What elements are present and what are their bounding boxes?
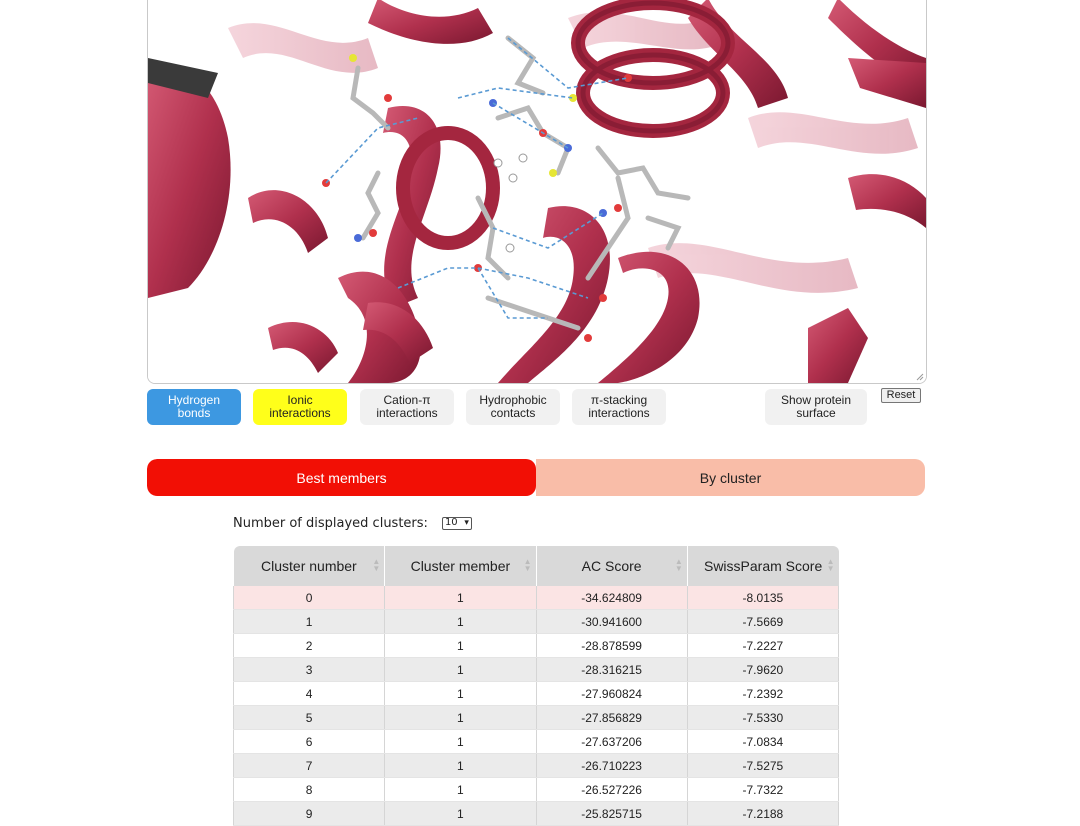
cell-ac-score: -26.527226	[536, 778, 687, 802]
cell-cluster-number: 5	[234, 706, 385, 730]
cell-swissparam-score: -7.2227	[687, 634, 838, 658]
table-row[interactable]	[234, 706, 839, 730]
table-row[interactable]	[234, 754, 839, 778]
cation-pi-interactions-toggle[interactable]: Cation-π interactions	[360, 389, 454, 425]
table-row[interactable]	[234, 658, 839, 682]
cell-cluster-number: 7	[234, 754, 385, 778]
clusters-selector-row	[233, 514, 472, 532]
sort-icon: ▲ ▼	[523, 557, 532, 573]
cell-swissparam-score: -7.2188	[687, 802, 838, 826]
cell-cluster-member: 1	[385, 658, 536, 682]
cell-cluster-member: 1	[385, 682, 536, 706]
cell-cluster-member: 1	[385, 802, 536, 826]
table-row[interactable]	[234, 802, 839, 826]
pi-stacking-interactions-toggle[interactable]: π-stacking interactions	[572, 389, 666, 425]
cell-cluster-number: 4	[234, 682, 385, 706]
tab-best-members[interactable]: Best members	[147, 459, 536, 496]
cell-swissparam-score: -7.5669	[687, 610, 838, 634]
cell-cluster-number: 2	[234, 634, 385, 658]
resize-handle-icon[interactable]	[916, 373, 924, 381]
tab-by-cluster[interactable]: By cluster	[536, 459, 925, 496]
cell-cluster-number: 0	[234, 586, 385, 610]
cell-swissparam-score: -7.9620	[687, 658, 838, 682]
table-row[interactable]	[234, 778, 839, 802]
reset-button[interactable]: Reset	[881, 388, 921, 403]
cell-cluster-member: 1	[385, 706, 536, 730]
cell-swissparam-score: -7.7322	[687, 778, 838, 802]
cell-swissparam-score: -7.5275	[687, 754, 838, 778]
cell-cluster-member: 1	[385, 754, 536, 778]
header-cluster-number[interactable]: Cluster number ▲ ▼	[234, 546, 385, 586]
clusters-count-value: 10	[444, 517, 458, 528]
hydrogen-bonds-toggle[interactable]: Hydrogen bonds	[147, 389, 241, 425]
ionic-interactions-toggle[interactable]: Ionic interactions	[253, 389, 347, 425]
sort-icon: ▲ ▼	[674, 557, 683, 573]
table-header-row	[234, 546, 839, 586]
cell-cluster-member: 1	[385, 586, 536, 610]
table-row[interactable]	[234, 586, 839, 610]
cell-ac-score: -26.710223	[536, 754, 687, 778]
protein-ligand-render	[148, 0, 926, 383]
cell-ac-score: -30.941600	[536, 610, 687, 634]
cell-ac-score: -34.624809	[536, 586, 687, 610]
cell-ac-score: -28.316215	[536, 658, 687, 682]
table-row[interactable]	[234, 682, 839, 706]
cell-cluster-member: 1	[385, 634, 536, 658]
clusters-count-select[interactable]	[442, 517, 472, 530]
table-row[interactable]	[234, 610, 839, 634]
cell-cluster-number: 6	[234, 730, 385, 754]
table-row[interactable]	[234, 730, 839, 754]
cell-swissparam-score: -7.5330	[687, 706, 838, 730]
molecule-viewer[interactable]	[147, 0, 927, 384]
header-ac-score[interactable]: AC Score ▲ ▼	[536, 546, 687, 586]
cell-cluster-number: 8	[234, 778, 385, 802]
sort-icon: ▲ ▼	[826, 557, 835, 573]
cell-swissparam-score: -7.2392	[687, 682, 838, 706]
result-mode-tabs	[147, 459, 925, 496]
cell-cluster-number: 1	[234, 610, 385, 634]
results-table	[233, 546, 839, 826]
show-protein-surface-toggle[interactable]: Show protein surface	[765, 389, 867, 425]
cell-ac-score: -28.878599	[536, 634, 687, 658]
cell-cluster-member: 1	[385, 610, 536, 634]
cell-ac-score: -27.637206	[536, 730, 687, 754]
cell-cluster-member: 1	[385, 730, 536, 754]
hydrophobic-contacts-toggle[interactable]: Hydrophobic contacts	[466, 389, 560, 425]
table-row[interactable]	[234, 634, 839, 658]
cell-ac-score: -25.825715	[536, 802, 687, 826]
cell-swissparam-score: -8.0135	[687, 586, 838, 610]
header-swissparam-score[interactable]: SwissParam Score ▲ ▼	[687, 546, 838, 586]
chevron-down-icon: ▾	[464, 518, 469, 528]
cell-ac-score: -27.960824	[536, 682, 687, 706]
cell-swissparam-score: -7.0834	[687, 730, 838, 754]
header-cluster-member[interactable]: Cluster member ▲ ▼	[385, 546, 536, 586]
cell-cluster-number: 9	[234, 802, 385, 826]
clusters-label: Number of displayed clusters:	[233, 515, 428, 531]
sort-icon: ▲ ▼	[372, 557, 381, 573]
cell-ac-score: -27.856829	[536, 706, 687, 730]
cell-cluster-member: 1	[385, 778, 536, 802]
cell-cluster-number: 3	[234, 658, 385, 682]
